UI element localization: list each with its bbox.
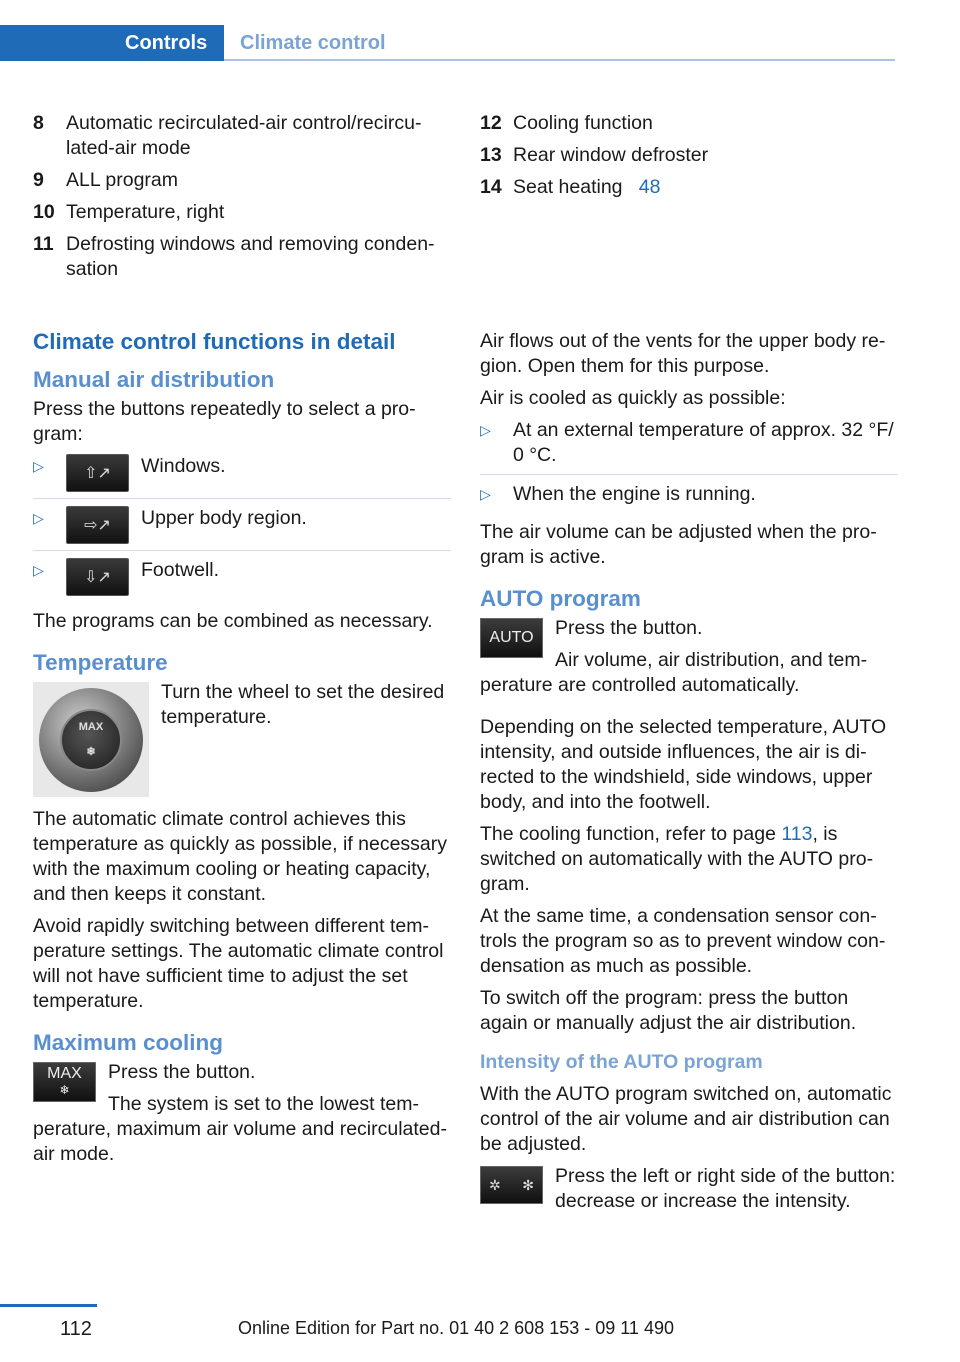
- right-column: [480, 329, 898, 1221]
- footer-divider: [0, 1304, 97, 1307]
- temperature-wheel-icon: [33, 682, 149, 797]
- heading-temperature: Temperature: [33, 650, 168, 675]
- air-volume-paragraph: The air volume can be adjusted when the program is active.: [480, 521, 877, 568]
- fan-low-icon: ✲: [489, 1176, 501, 1193]
- bullet-triangle-icon: ▷: [33, 562, 44, 578]
- auto-paragraph-3: At the same time, a condensation sensor controls the program so as to prevent window condensation as much as possible.: [480, 905, 886, 977]
- heading-manual-air-distribution: Manual air distribution: [33, 367, 275, 392]
- list-item: 9 ALL program: [33, 169, 179, 191]
- tab-controls[interactable]: Controls: [0, 25, 224, 61]
- list-item: 8 Automatic recirculated-air control/recirculated-air mode: [33, 112, 422, 159]
- page-reference-link[interactable]: 48: [638, 176, 661, 198]
- bullet-triangle-icon: ▷: [33, 510, 44, 526]
- auto-description: Air volume, air distribution, and temperature are controlled automatically.: [480, 649, 868, 696]
- heading-maximum-cooling: Maximum cooling: [33, 1030, 224, 1055]
- temperature-paragraph-2: Avoid rapidly switching between different temperature settings. The automatic climate control will not have sufficient time to adjust the set temperature.: [33, 915, 444, 1012]
- max-description: The system is set to the lowest temperature, maximum air volume and recirculated-air mode.: [33, 1093, 447, 1165]
- upper-body-airflow-button-icon: ⇨↗: [66, 506, 129, 544]
- list-item: ▷ When the engine is running.: [480, 483, 756, 505]
- edition-text: Online Edition for Part no. 01 40 2 608 153 - 09 11 490: [238, 1318, 674, 1338]
- list-item: 14 Seat heating 48: [480, 176, 661, 198]
- bullet-triangle-icon: ▷: [33, 458, 44, 474]
- auto-press: Press the button.: [555, 617, 703, 639]
- list-item: 11 Defrosting windows and removing condensation: [33, 233, 435, 280]
- cooled-bullets: [480, 418, 898, 513]
- page-header: [0, 25, 895, 62]
- manual-combine-note: The programs can be combined as necessary.: [33, 610, 433, 632]
- auto-intro-block: [480, 616, 898, 705]
- snowflake-icon: ❄: [86, 745, 96, 758]
- intensity-paragraph-1: With the AUTO program switched on, automatic control of the air volume and air distribution can be adjusted.: [480, 1083, 892, 1155]
- list-item: 10 Temperature, right: [33, 201, 225, 223]
- max-press: Press the button.: [108, 1061, 256, 1083]
- temperature-paragraph-1: The automatic climate control achieves this temperature as quickly as possible, if necessary with the maximum cooling or heating capacity, and then keeps it constant.: [33, 808, 448, 905]
- legend-list-left: [33, 111, 451, 289]
- windows-airflow-button-icon: ⇧↗: [66, 454, 129, 492]
- section-heading-detail: Climate control functions in detail: [33, 329, 396, 354]
- heading-auto-program: AUTO program: [480, 586, 641, 611]
- auto-paragraph-1: Depending on the selected temperature, AUTO intensity, and outside influences, the air is directed to the windshield, side windows, upper body, and into the footwell.: [480, 716, 887, 813]
- legend-list-right: [480, 111, 898, 207]
- manual-intro: Press the buttons repeatedly to select a program:: [33, 398, 416, 445]
- list-item: 12 Cooling function: [480, 112, 653, 134]
- intensity-paragraph-2: Press the left or right side of the button: decrease or increase the intensity.: [555, 1165, 896, 1212]
- max-button-icon: MAX ❄: [33, 1062, 96, 1102]
- auto-paragraph-4: To switch off the program: press the button again or manually adjust the air distribution.: [480, 987, 857, 1034]
- header-divider: [224, 59, 895, 61]
- heading-auto-intensity: Intensity of the AUTO program: [480, 1051, 763, 1073]
- left-column: [33, 327, 451, 1174]
- tab-climate-control[interactable]: Climate control: [240, 32, 386, 54]
- list-item: 13 Rear window defroster: [480, 144, 709, 166]
- max-cooling-block: [33, 1060, 451, 1167]
- page-number: 112: [60, 1318, 92, 1340]
- cooled-intro: Air is cooled as quickly as possible:: [480, 387, 786, 409]
- fan-intensity-button-icon: [480, 1166, 543, 1204]
- list-item: ▷ At an external temperature of approx. 32 °F/ 0 °C.: [480, 418, 898, 475]
- footwell-airflow-button-icon: ⇩↗: [66, 558, 129, 596]
- intensity-button-block: [480, 1164, 898, 1221]
- snowflake-icon: ❄: [59, 1083, 70, 1097]
- knob-max-label: MAX: [78, 720, 104, 733]
- page-reference-link[interactable]: 113: [781, 823, 813, 845]
- auto-button-icon: AUTO: [480, 618, 543, 658]
- temperature-intro-block: [33, 680, 451, 797]
- list-item: ▷ ⇩↗ Footwell.: [33, 558, 451, 602]
- temperature-intro: Turn the wheel to set the desired temperature.: [161, 681, 445, 728]
- bullet-triangle-icon: ▷: [480, 486, 491, 502]
- auto-paragraph-2: The cooling function, refer to page 113, is switched on automatically with the AUTO program.: [480, 823, 874, 895]
- fan-high-icon: ✻: [522, 1176, 534, 1193]
- list-item: ▷ ⇨↗ Upper body region.: [33, 506, 451, 551]
- list-item: ▷ ⇧↗ Windows.: [33, 454, 451, 499]
- bullet-triangle-icon: ▷: [480, 422, 491, 438]
- air-flow-paragraph: Air flows out of the vents for the upper body region. Open them for this purpose.: [480, 330, 886, 377]
